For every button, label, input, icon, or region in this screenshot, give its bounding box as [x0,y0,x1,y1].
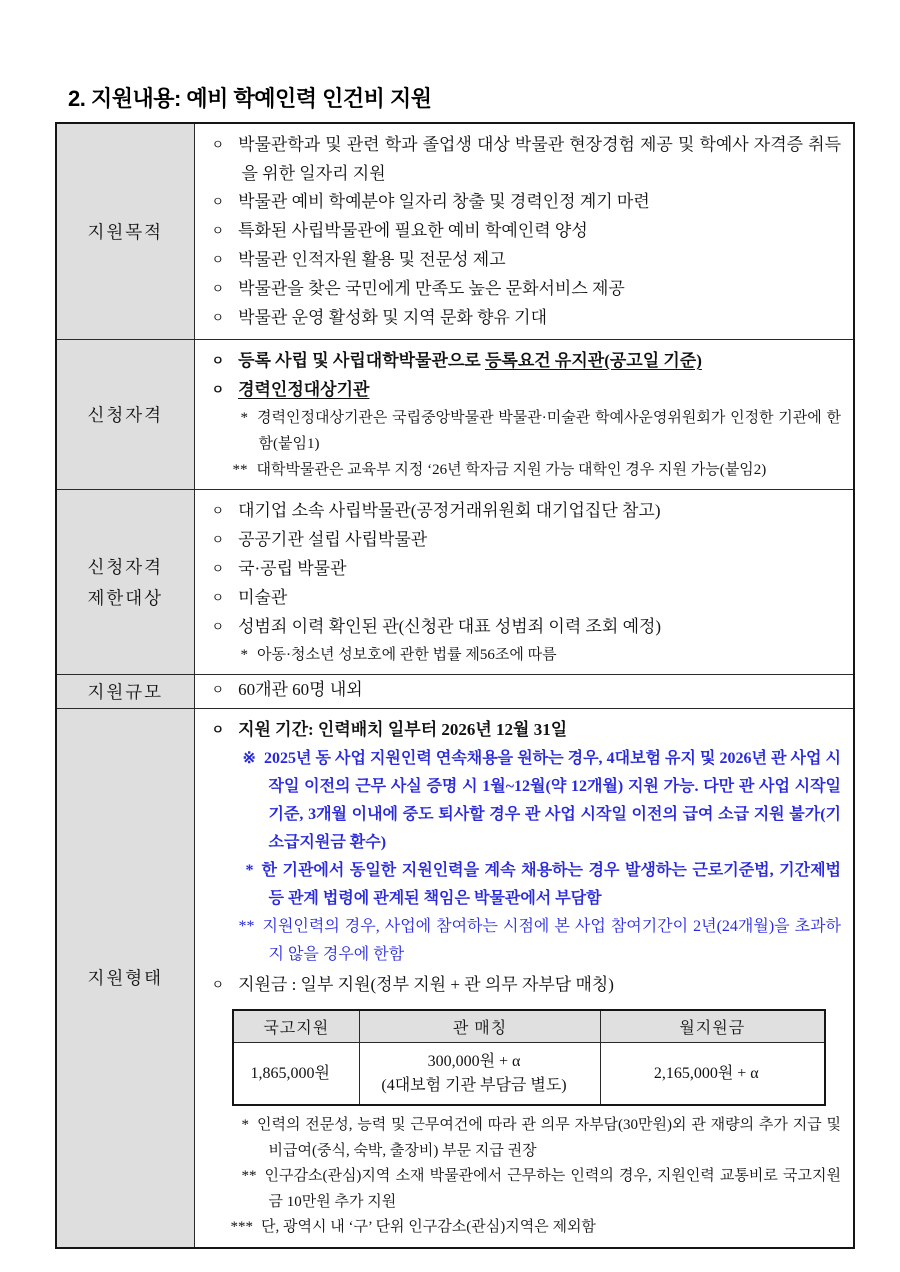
eligibility-note-1-text: 경력인정대상기관은 국립중앙박물관 박물관·미술관 학예사운영위원회가 인정한 기관에 한함(붙임1) [257,410,841,452]
form-period-text: 지원 기간: 인력배치 일부터 2026년 12월 31일 [238,720,568,739]
funding-cell-matching-line2: (4대보험 기관 부담금 별도) [381,1077,567,1094]
form-reference-para [195,745,842,857]
row-form-content [194,709,854,1248]
row-label-restriction [56,490,194,675]
form-footnote-2 [195,1164,842,1215]
funding-table-header-row [233,1010,825,1043]
funding-cell-matching-line1: 300,000원 + α [427,1053,521,1070]
circle-bullet-icon: ㅇ [211,137,225,152]
purpose-bullet-5 [195,275,842,304]
circle-bullet-icon: ㅇ [211,619,225,634]
funding-cell-matching [360,1043,601,1106]
form-star2-para [195,913,842,969]
eligibility-bullet-2-underlined: 경력인정대상기관 [238,380,370,399]
restriction-bullet-4-text: 미술관 [238,588,288,607]
triple-asterisk-icon: *** [230,1219,253,1235]
circle-bullet-icon: ㅇ [211,682,225,697]
form-star1-para [195,857,842,913]
row-scale-content [194,675,854,709]
restriction-bullet-1 [195,497,842,526]
restriction-note-text: 아동·청소년 성보호에 관한 법률 제56조에 따름 [257,647,557,663]
circle-bullet-icon: ㅇ [211,353,225,368]
row-eligibility-content [194,340,854,490]
funding-header-matching: 관 매칭 [360,1010,601,1043]
asterisk-icon: * [240,410,248,426]
restriction-bullet-2 [195,526,842,555]
double-asterisk-icon: ** [238,918,255,935]
asterisk-icon: * [241,1117,249,1133]
asterisk-icon: * [240,647,248,663]
circle-bullet-icon: ㅇ [211,281,225,296]
form-footnote-2-text: 인구감소(관심)지역 소재 박물관에서 근무하는 인력의 경우, 지원인력 교통비로 국고지원금 10만원 추가 지원 [264,1168,841,1210]
restriction-note [195,642,842,668]
form-footnote-3 [195,1215,842,1241]
row-restriction-content [194,490,854,675]
eligibility-note-2-text: 대학박물관은 교육부 지정 ‘26년 학자금 지원 가능 대학인 경우 지원 가능(붙임2) [256,462,767,478]
restriction-bullet-3-text: 국·공립 박물관 [238,559,347,578]
funding-cell-monthly: 2,165,000원 + α [601,1043,825,1106]
row-label-restriction-line2: 제한대상 [87,588,164,608]
form-footnote-1-text: 인력의 전문성, 능력 및 근무여건에 따라 관 의무 자부담(30만원)외 관 재량의 추가 지급 및 비급여(중식, 숙박, 출장비) 부문 지급 권장 [257,1117,841,1159]
eligibility-note-1 [195,405,842,457]
double-asterisk-icon: ** [241,1168,257,1184]
form-period-line [195,716,842,745]
row-purpose [56,123,854,340]
purpose-bullet-3 [195,217,842,246]
restriction-bullet-5-text: 성범죄 이력 확인된 관(신청관 대표 성범죄 이력 조회 예정) [238,617,662,636]
circle-bullet-icon: ㅇ [211,382,225,397]
funding-table-data-row [233,1043,825,1106]
form-star2-text: 지원인력의 경우, 사업에 참여하는 시점에 본 사업 참여기간이 2년(24개월)을 초과하지 않을 경우에 한함 [262,918,841,963]
funding-cell-national: 1,865,000원 [233,1043,360,1106]
row-form [56,709,854,1248]
purpose-bullet-1-text: 박물관학과 및 관련 학과 졸업생 대상 박물관 현장경험 제공 및 학예사 자격증 취득을 위한 일자리 지원 [238,135,841,183]
page-title: 2. 지원내용: 예비 학예인력 인건비 지원 [68,86,432,111]
circle-bullet-icon: ㅇ [211,532,225,547]
eligibility-bullet-1 [195,347,842,376]
row-restriction [56,490,854,675]
asterisk-icon: * [245,862,254,879]
purpose-bullet-2 [195,188,842,217]
circle-bullet-icon: ㅇ [211,223,225,238]
form-star1-text: 한 기관에서 동일한 지원인력을 계속 채용하는 경우 발생하는 근로기준법, 기간제법 등 관계 법령에 관계된 책임은 박물관에서 부담함 [261,862,841,907]
funding-header-monthly: 월지원금 [601,1010,825,1043]
restriction-bullet-3 [195,555,842,584]
row-scale [56,675,854,709]
row-label-restriction-line1: 신청자격 [87,557,164,577]
form-fund-line [195,971,842,1000]
double-asterisk-icon: ** [232,462,248,478]
circle-bullet-icon: ㅇ [211,503,225,518]
scale-bullet-text: 60개관 60명 내외 [238,680,363,699]
eligibility-note-2 [195,457,842,483]
form-footnote-3-text: 단, 광역시 내 ‘구’ 단위 인구감소(관심)지역은 제외함 [261,1219,596,1235]
purpose-bullet-6-text: 박물관 운영 활성화 및 지역 문화 향유 기대 [238,308,547,327]
purpose-bullet-5-text: 박물관을 찾은 국민에게 만족도 높은 문화서비스 제공 [238,279,625,298]
circle-bullet-icon: ㅇ [211,310,225,325]
form-fund-text: 지원금 : 일부 지원(정부 지원 + 관 의무 자부담 매칭) [238,975,614,994]
circle-bullet-icon: ㅇ [211,561,225,576]
funding-table-wrap [232,1009,842,1106]
restriction-bullet-2-text: 공공기관 설립 사립박물관 [238,530,428,549]
funding-header-national: 국고지원 [233,1010,360,1043]
purpose-bullet-2-text: 박물관 예비 학예분야 일자리 창출 및 경력인정 계기 마련 [238,192,650,211]
support-content-table [55,122,855,1249]
scale-bullet [195,676,842,705]
eligibility-bullet-1-text: 등록 사립 및 사립대학박물관으로 [238,351,485,370]
funding-table [232,1009,826,1106]
row-purpose-content [194,123,854,340]
circle-bullet-icon: ㅇ [211,252,225,267]
purpose-bullet-1 [195,131,842,188]
restriction-bullet-4 [195,584,842,613]
circle-bullet-icon: ㅇ [211,722,225,737]
circle-bullet-icon: ㅇ [211,590,225,605]
reference-mark-icon: ※ [242,750,256,767]
row-label-form: 지원형태 [56,709,194,1248]
row-eligibility [56,340,854,490]
circle-bullet-icon: ㅇ [211,194,225,209]
purpose-bullet-3-text: 특화된 사립박물관에 필요한 예비 학예인력 양성 [238,221,588,240]
purpose-bullet-4-text: 박물관 인적자원 활용 및 전문성 제고 [238,250,506,269]
row-label-eligibility: 신청자격 [56,340,194,490]
eligibility-bullet-2 [195,376,842,405]
eligibility-bullet-1-underlined: 등록요건 유지관(공고일 기준) [484,351,702,370]
circle-bullet-icon: ㅇ [211,977,225,992]
row-label-purpose: 지원목적 [56,123,194,340]
restriction-bullet-1-text: 대기업 소속 사립박물관(공정거래위원회 대기업집단 참고) [238,501,661,520]
purpose-bullet-4 [195,246,842,275]
row-label-scale: 지원규모 [56,675,194,709]
purpose-bullet-6 [195,304,842,333]
restriction-bullet-5 [195,613,842,642]
form-footnote-1 [195,1113,842,1164]
form-reference-text: 2025년 동 사업 지원인력 연속채용을 원하는 경우, 4대보험 유지 및 2026년 관 사업 시작일 이전의 근무 사실 증명 시 1월~12월(약 12개월) 지원 가능. 다만 관 사업 시작일 기준, 3개월 이내에 중도 퇴사할 경우 관 사업 시작일 이전의 급여 소급 지원 불가(기 소급지원금 환수) [263,750,841,851]
